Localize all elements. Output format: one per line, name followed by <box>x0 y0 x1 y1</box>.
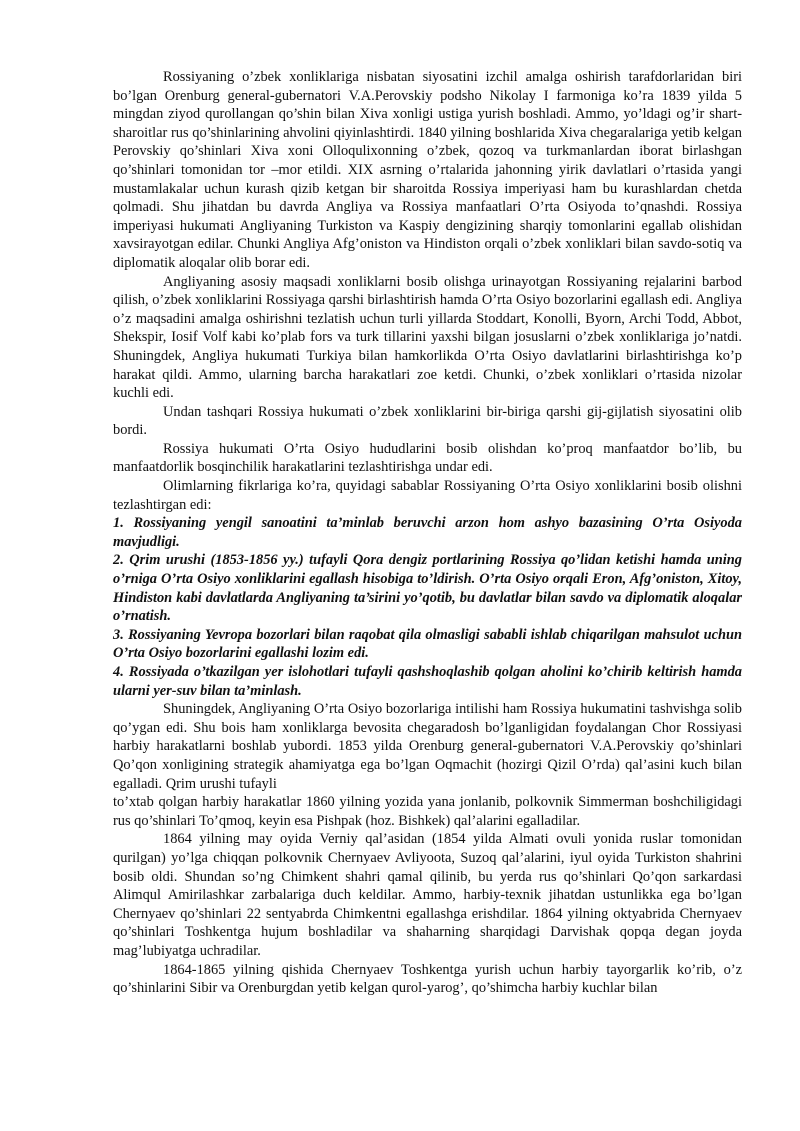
paragraph-chernyaev-1864: 1864 yilning may oyida Verniy qal’asidan (1854 yilda Almati ovuli yonida ruslar tomonidan qurilgan) yo’lga chiqqan polkovnik Chernyaev Avliyoota, Suzoq qal’alarini, iyul oyida Turkiston shahrini bosib oldi. Shundan so’ng Chimkent shahri qamal qilinib, bu yerda rus qo’shinlari Qo’qon sarkardasi Alimqul Amirilashkar zarbalariga duch keldilar. Ammo, harbiy-texnik jihatdan ustunlikka ega bo’lgan Chernyaev qo’shinlari 22 sentyabrda Chimkentni egallashga erishdilar. 1864 yilning oktyabrida Chernyaev qo’shinlari Toshkentga hujum boshladilar va shaharning sharqidagi Darvishak qopqa degan joyda mag’lubiyatga uchradilar. <box>113 831 742 959</box>
paragraph-simmerman: to’xtab qolgan harbiy harakatlar 1860 yilning yozida yana jonlanib, polkovnik Simmerman boshchiligidagi rus qo’shinlari To’qmoq, keyin esa Pishpak (hoz. Bishkek) qal’alarini egalladilar. <box>113 794 742 829</box>
paragraph-gij-gijlatish: Undan tashqari Rossiya hukumati o’zbek xonliklarini bir-biriga qarshi gij-gijlatish siyosatini olib bordi. <box>113 403 742 439</box>
paragraph-manfaatdorlik: Rossiya hukumati O’rta Osiyo hududlarini bosib olishdan ko’proq manfaatdor bo’lib, bu manfaatdorlik bosqinchilik harakatlarini tezlashtirishga undar edi. <box>113 440 742 476</box>
reason-item-1: 1. Rossiyaning yengil sanoatini ta’minlab beruvchi arzon hom ashyo bazasining O’rta Osiyoda mavjudligi. <box>113 515 742 550</box>
reason-item-3: 3. Rossiyaning Yevropa bozorlari bilan raqobat qila olmasligi sababli ishlab chiqarilgan mahsulot uchun O’rta Osiyo bozorlarini egallashi lozim edi. <box>113 626 742 662</box>
reason-item-4: 4. Rossiyada o’tkazilgan yer islohotlari tufayli qashshoqlashib qolgan aholini ko’chirib keltirish hamda ularni yer-suv bilan ta’minlash. <box>113 664 742 699</box>
paragraph-chernyaev-qish: 1864-1865 yilning qishida Chernyaev Toshkentga yurish uchun harbiy tayorgarlik ko’rib, o’z qo’shinlarini Sibir va Orenburgdan yetib kelgan qurol-yarog’, qo’shimcha harbiy kuchlar bilan <box>113 961 742 997</box>
document-page <box>113 68 742 998</box>
paragraph-oqmachit: Shuningdek, Angliyaning O’rta Osiyo bozorlariga intilishi ham Rossiya hukumatini tashvishga solib qo’ygan edi. Shu bois ham xonliklarga bevosita chegaradosh bo’lganligidan foydalangan Chor Rossiyasi harbiy harakatlarni boshlab yubordi. 1853 yilda Orenburg general-gubernatori V.A.Perovskiy qo’shinlari Qo’qon xonligining strategik ahamiyatga ega bo’lgan Oqmachit (hozirgi Qizil O’rda) qal’asini kuch bilan egalladi. Qrim urushi tufayli <box>113 701 742 792</box>
paragraph-perovskiy-xiva: Rossiyaning o’zbek xonliklariga nisbatan siyosatini izchil amalga oshirish tarafdorlaridan biri bo’lgan Orenburg general-gubernatori V.A.Perovskiy podsho Nikolay I farmoniga ko’ra 1839 yilda 5 mingdan ziyod qurollangan qo’shin bilan Xiva xonligi ustiga yurish boshladi. Ammo, yo’ldagi og’ir shart-sharoitlar rus qo’shinlarining ahvolini qiyinlashtirdi. 1840 yilning boshlarida Xiva chegaralariga yetib kelgan Perovskiy qo’shinlari Xiva xoni Olloqulixonning o’zbek, qozoq va turkmanlardan iborat birlashgan qo’shinlari tomonidan tor –mor etildi. XIX asrning o’rtalarida jahonning yirik davlatlari o’rtasida yangi mustamlakalar uchun kurash qizib ketgan bir sharoitda Rossiya imperiyasi ham bu kurashlardan chetda qolmadi. Shu jihatdan bu davrda Angliya va Rossiya manfaatlari O’rta Osiyoda to’qnashdi. Rossiya imperiyasi hukumati Angliyaning Turkiston va Kaspiy dengizining sharqiy tomonlarini egallab olishidan xavsirayotgan edilar. Chunki Angliya Afg’oniston va Hindiston orqali o’zbek xonliklari bilan savdo-sotiq va diplomatik aloqalar olib borar edi. <box>113 69 742 271</box>
paragraph-sabablar-intro: Olimlarning fikrlariga ko’ra, quyidagi sabablar Rossiyaning O’rta Osiyo xonliklarini bosib olishni tezlashtirgan edi: <box>113 478 742 513</box>
reason-item-2: 2. Qrim urushi (1853-1856 yy.) tufayli Qora dengiz portlarining Rossiya qo’lidan ketishi hamda uning o’rniga O’rta Osiyo xonliklarini egallash hisobiga to’ldirish. O’rta Osiyo orqali Eron, Afg’oniston, Xitoy, Hindiston kabi davlatlarda Angliyaning ta’sirini yo’qotib, bu davlatlar bilan savdo va diplomatik aloqalar o’rnatish. <box>113 552 742 625</box>
paragraph-angliya-maqsadi: Angliyaning asosiy maqsadi xonliklarni bosib olishga urinayotgan Rossiyaning rejalarini barbod qilish, o’zbek xonliklarini Rossiyaga qarshi birlashtirish hamda O’rta Osiyo bozorlarini egallash edi. Angliya o’z maqsadini amalga oshirishni tezlatish uchun turli yillarda Stoddart, Konolli, Byorn, Archi Todd, Abbot, Shekspir, Iosif Volf kabi ko’plab fors va turk tillarini yaxshi bilgan josuslarni o’zbek xonliklariga jo’natdi. Shuningdek, Angliya hukumati Turkiya bilan hamkorlikda O’rta Osiyo davlatlarini birlashtirishga ko’p harakat qildi. Ammo, ularning barcha harakatlari zoe ketdi. Chunki, o’zbek xonliklari o’rtasida nizolar kuchli edi. <box>113 273 742 402</box>
